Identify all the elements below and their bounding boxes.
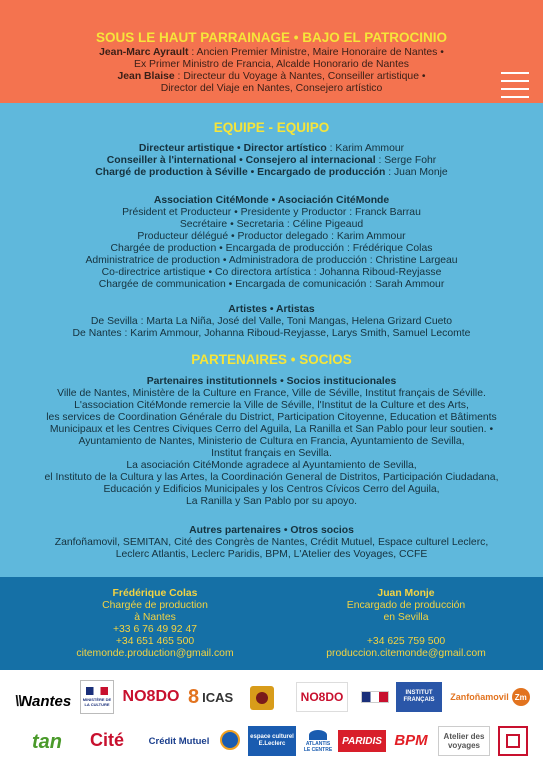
ministere-culture-logo: MINISTÈRE DE LA CULTURE [80, 680, 114, 714]
contact-role: Encargado de producción [346, 600, 466, 611]
institutional-title: Partenaires institutionnels • Socios institucionales [146, 376, 397, 387]
artists-line: De Nantes : Karim Ammour, Johanna Riboud-Reyjasse, Larys Smith, Samuel Lecomte [72, 328, 471, 339]
institutional-line: Educación y Edificios Municipales y los Centros Cívicos Cerro del Aguila, [103, 484, 440, 495]
institutional-line: Institut français en Sevilla. [211, 448, 332, 459]
icas-logo: 8 ICAS [188, 685, 234, 708]
contacts-section [0, 577, 543, 670]
team-line-value: : Juan Monje [385, 167, 448, 178]
other-partners-line: Zanfoñamovil, SEMITAN, Cité des Congrès de Nantes, Crédit Mutuel, Espace culturel Leclerc, [54, 537, 489, 548]
contact-name: Frédérique Colas [112, 588, 198, 599]
contact-phone[interactable]: +33 6 76 49 92 47 [112, 624, 198, 635]
team-lines [0, 143, 543, 179]
association-line: Administratrice de production • Administradora de producción : Christine Largeau [85, 255, 458, 266]
ccfe-logo [498, 726, 528, 756]
team-line-label: Conseiller à l'international • Consejero al internacional [106, 155, 376, 166]
association-line: Secrétaire • Secretaria : Céline Pigeaud [179, 219, 364, 230]
cite-logo: Cité [89, 729, 124, 750]
association-line: Producteur délégué • Productor delegado : Karim Ammour [137, 231, 406, 242]
institutional-line: Municipaux et les Centres Civiques Cerro del Aguila, La Ranilla et San Pablo pour leur soutien. • [49, 424, 494, 435]
team-line [0, 155, 543, 167]
institut-francais-logo: INSTITUT FRANÇAIS [396, 682, 442, 712]
institutional-block [0, 376, 543, 508]
team-title: EQUIPE - EQUIPO [213, 120, 330, 135]
association-block [0, 195, 543, 291]
patronage-body [0, 47, 543, 95]
contact-card-juan [296, 588, 516, 660]
contact-role: Chargée de production [102, 600, 208, 611]
contact-role: à Nantes [134, 612, 176, 623]
partners-title: PARTENAIRES • SOCIOS [191, 352, 352, 367]
contact-phone [296, 624, 516, 636]
sponsor-logos-section [0, 670, 543, 768]
nodo-logo: NO8DO [122, 688, 180, 705]
team-line-label: Chargé de production à Séville • Encargado de producción [95, 167, 386, 178]
nodo-district-logo: NO8DO [296, 682, 348, 712]
person2-name: Jean Blaise [117, 71, 175, 82]
other-partners-block [0, 525, 543, 561]
team-partners-section [0, 103, 543, 577]
association-line: Chargée de communication • Encargada de comunicación : Sarah Ammour [98, 279, 445, 290]
other-partners-title: Autres partenaires • Otros socios [189, 525, 354, 536]
decorative-stripes [501, 72, 529, 104]
institutional-line: La asociación CitéMonde agradece al Ayuntamiento de Sevilla, [126, 460, 417, 471]
team-line [0, 167, 543, 179]
tan-logo: tan [32, 730, 62, 753]
contact-role: en Sevilla [383, 612, 429, 623]
association-title: Association CitéMonde • Asociación CitéMonde [153, 195, 390, 206]
nantes-logo: \\ Nantes [14, 692, 72, 710]
atlantis-logo: ATLANTIS LE CENTRE [303, 726, 333, 756]
artists-title: Artistes • Artistas [228, 304, 315, 315]
espace-culturel-logo: espace culturel E.Leclerc [248, 726, 296, 756]
institutional-line: les services de Coordination Générale du District, Participation Citoyenne, Education et Bâtiments [46, 412, 497, 423]
team-line-label: Directeur artistique • Director artístico [138, 143, 327, 154]
team-line-value: : Karim Ammour [326, 143, 405, 154]
patronage-section [0, 0, 543, 103]
association-line: Chargée de production • Encargada de producción : Frédérique Colas [110, 243, 433, 254]
credit-mutuel-logo: Crédit Mutuel [148, 735, 210, 747]
association-line: Président et Producteur • Presidente y Productor : Franck Barrau [122, 207, 421, 218]
association-line: Co-directrice artistique • Co directora artística : Johanna Riboud-Reyjasse [101, 267, 442, 278]
contact-name: Juan Monje [377, 588, 435, 599]
institutional-line: el Instituto de la Cultura y las Artes, la Coordinación General de Distritos, Participación Ciudadana, [44, 472, 499, 483]
person1-line1: : Ancien Premier Ministre, Maire Honoraire de Nantes • [188, 47, 444, 58]
person2-line2: Director del Viaje en Nantes, Consejero artístico [160, 83, 383, 94]
institutional-line: La Ranilla y San Pablo por su apoyo. [186, 496, 357, 507]
institutional-line: Ayuntamiento de Nantes, Ministerio de Cultura en Francia, Ayuntamiento de Sevilla, [78, 436, 465, 447]
patronage-title: SOUS LE HAUT PARRAINAGE • BAJO EL PATROCINIO [96, 30, 447, 45]
artists-block [0, 304, 543, 340]
contact-email[interactable]: produccion.citemonde@gmail.com [326, 648, 486, 659]
institutional-line: L'association CitéMonde remercie la Ville de Séville, l'Institut de la Culture et des Arts, [74, 400, 469, 411]
contact-phone[interactable]: +34 651 465 500 [115, 636, 195, 647]
contact-phone[interactable]: +34 625 759 500 [366, 636, 446, 647]
team-line-value: : Serge Fohr [375, 155, 437, 166]
atelier-logo: Atelier des voyages [438, 726, 490, 756]
bpm-logo: BPM [394, 731, 428, 749]
artists-line: De Sevilla : Marta La Niña, José del Valle, Toni Mangas, Helena Grizard Cueto [90, 316, 453, 327]
contact-card-frederique [45, 588, 265, 660]
zanfonamovil-logo: Zanfoñamovil Zm [450, 686, 530, 708]
person1-line2: Ex Primer Ministro de Francia, Alcalde Honorario de Nantes [134, 59, 409, 70]
person2-line1: : Directeur du Voyage à Nantes, Conseiller artistique • [174, 71, 426, 82]
republique-logo [358, 682, 392, 712]
person1-name: Jean-Marc Ayrault [99, 47, 189, 58]
contact-email[interactable]: citemonde.production@gmail.com [76, 648, 234, 659]
institutional-line: Ville de Nantes, Ministère de la Culture en France, Ville de Séville, Institut français de Séville. [57, 388, 486, 399]
paridis-logo: PARIDIS [338, 730, 386, 752]
sevilla-shield-logo [250, 686, 274, 710]
other-partners-line: Leclerc Atlantis, Leclerc Paridis, BPM, L'Atelier des Voyages, CCFE [115, 549, 428, 560]
team-line [0, 143, 543, 155]
leclerc-round-logo [220, 730, 240, 750]
